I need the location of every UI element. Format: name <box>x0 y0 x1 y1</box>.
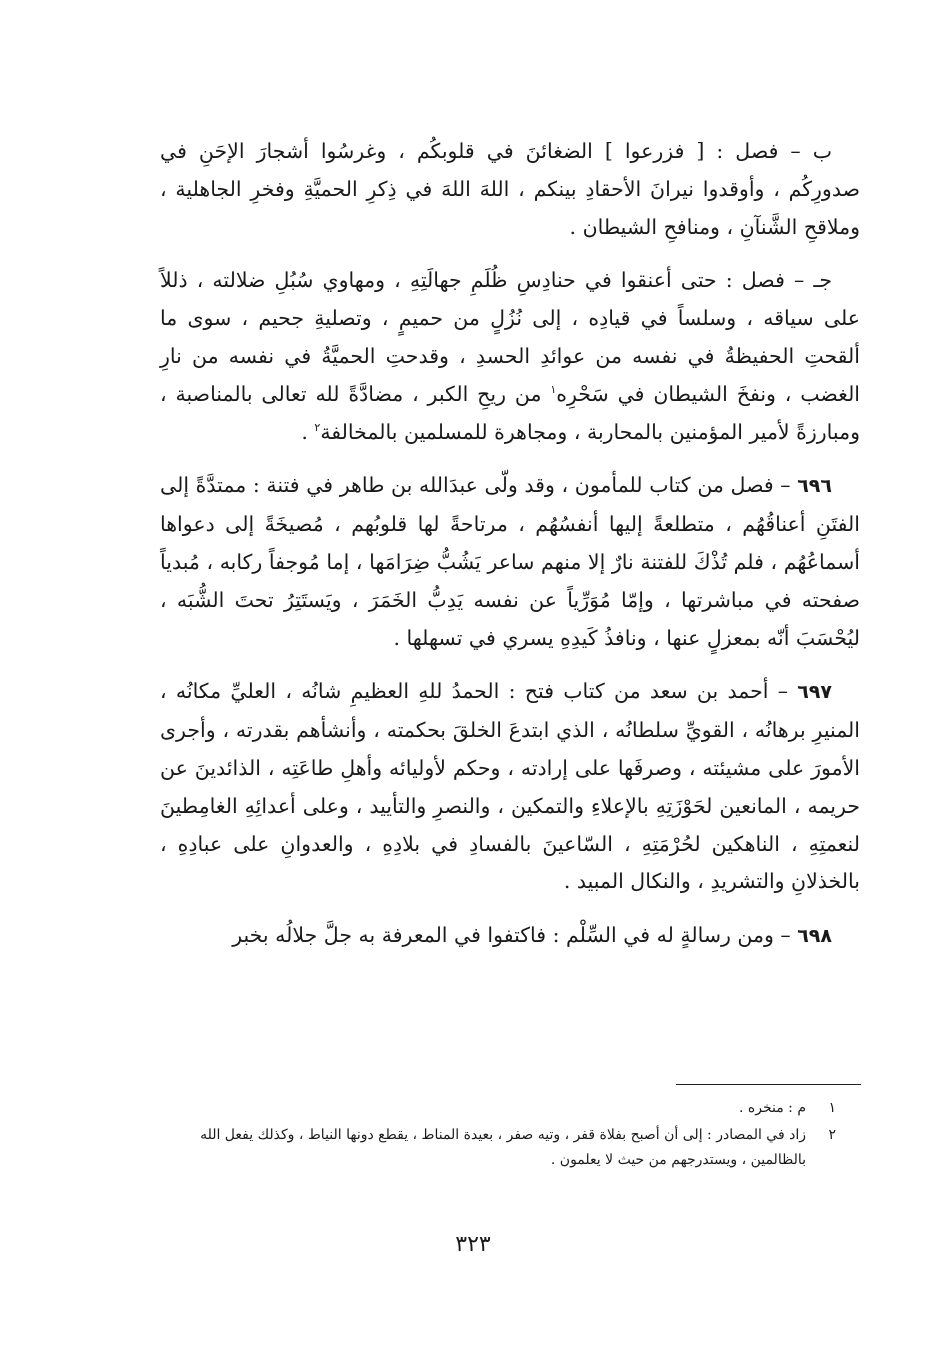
entry-number: ٦٩٦ <box>797 475 832 498</box>
main-text <box>160 133 860 972</box>
footnote-number: ٢ <box>828 1127 836 1143</box>
footnote-ref-2[interactable]: ٢ <box>314 420 321 434</box>
entry-text: – أحمد بن سعد من كتاب فتح : الحمدُ للهِ العظيمِ شانُه ، العليِّ مكانُه ، المنيرِ برهانُه ، القويِّ سلطانُه ، الذي ابتدعَ الخلقَ بحكمته ، وأنشأهم بقدرته ، وأجرى الأمورَ على مشيئته ، وصرفَها على إرادته ، وحكم لأوليائه وأهلِ طاعَتِه ، الذائدينَ عن حريمه ، المانعين لحَوْزَتِهِ بالإعلاءِ والتمكين ، والنصرِ والتأييد ، وعلى أعدائِهِ الغامِطينَ لنعمتِهِ ، الناهكين لحُرْمَتِهِ ، السّاعينَ بالفسادِ في بلادِهِ ، والعدوانِ على عبادِهِ ، بالخذلانِ والتشريدِ ، والنكال المبيد . <box>160 679 860 894</box>
footnote-text: م : منخره . <box>738 1100 806 1116</box>
paragraph-text: . <box>301 419 315 444</box>
entry-number: ٦٩٧ <box>797 681 832 704</box>
entry-697 <box>160 673 860 901</box>
entry-number: ٦٩٨ <box>797 925 832 948</box>
entry-698 <box>160 917 860 956</box>
footnotes <box>160 1096 836 1175</box>
entry-696 <box>160 467 860 657</box>
footnote-text: زاد في المصادر : إلى أن أصبح بفلاة قفر ، وتيه صفر ، بعيدة المناط ، يقطع دونها النياط ، وكذلك يفعل الله بالظالمين ، ويستدرجهم من حيث لا يعلمون . <box>200 1127 806 1168</box>
footnote-2 <box>160 1123 836 1173</box>
footnote-ref-1[interactable]: ١ <box>550 382 557 396</box>
footnote-1 <box>160 1096 836 1121</box>
paragraph-text: ب – فصل : [ فزرعوا ] الضغائنَ في قلوبكُم ، وغرسُوا أشجارَ الإحَنِ في صدورِكُم ، وأوقدوا نيرانَ الأحقادِ بينكم ، اللهَ اللهَ في ذِكرِ الحميَّةِ وفخرِ الجاهلية ، وملاقحِ الشَّنآنِ ، ومنافحِ الشيطان . <box>160 139 860 239</box>
paragraph-text: من ريحِ الكبر ، مضادَّةً لله تعالى بالمناصبة ، ومبارزةً لأمير المؤمنين بالمحاربة ، ومجاهرة للمسلمين بالمخالفة <box>160 381 860 444</box>
paragraph-text: جـ – فصل : حتى أعنقوا في حنادِسِ ظُلَمِ جهالَتِهِ ، ومهاوي سُبُلِ ضلالته ، ذللاً على سياقه ، وسلساً في قيادِه ، إلى نُزُلٍ من حميمٍ ، وتصليةِ جحيم ، سوى ما ألقحتِ الحفيظةُ في نفسه من عوائدِ الحسدِ ، وقدحتِ الحميَّةُ في نفسه من نارِ الغضب ، ونفخَ الشيطان في سَحْرِه <box>160 268 861 406</box>
entry-text: – ومن رسالةٍ له في السِّلْم : فاكتفوا في المعرفة به جلَّ جلالُه بخبر <box>232 923 798 948</box>
footnote-divider <box>676 1084 861 1085</box>
paragraph-jim <box>160 262 860 451</box>
entry-text: – فصل من كتاب للمأمون ، وقد ولّى عبدَالله بن طاهر في فتنة : ممتدَّةً إلى الفتَنِ أعناقُهُم ، متطلعةً إليها أنفسُهُم ، مرتاحةً لها قلوبُهم ، مُصيخَةً إلى دعواها أسماعُهُم ، فلم تُذْكَ للفتنة نارٌ إلا منهم ساعر يَشُبُّ ضِرَامَها ، إما مُوجفاً ركابه ، مُبدياً صفحته في مباشرتها ، وإمّا مُوَرِّياً عن نفسه يَدِبُّ الخَمَرَ ، ويَستَتِرُ تحتَ الشُّبَه ، ليُحْسَبَ أنّه بمعزلٍ عنها ، ونافذُ كَيدِهِ يسري في تسهلها . <box>160 473 860 650</box>
footnote-number: ١ <box>828 1100 836 1116</box>
page-number: ٣٢٣ <box>455 1232 491 1257</box>
paragraph-b <box>160 133 860 246</box>
